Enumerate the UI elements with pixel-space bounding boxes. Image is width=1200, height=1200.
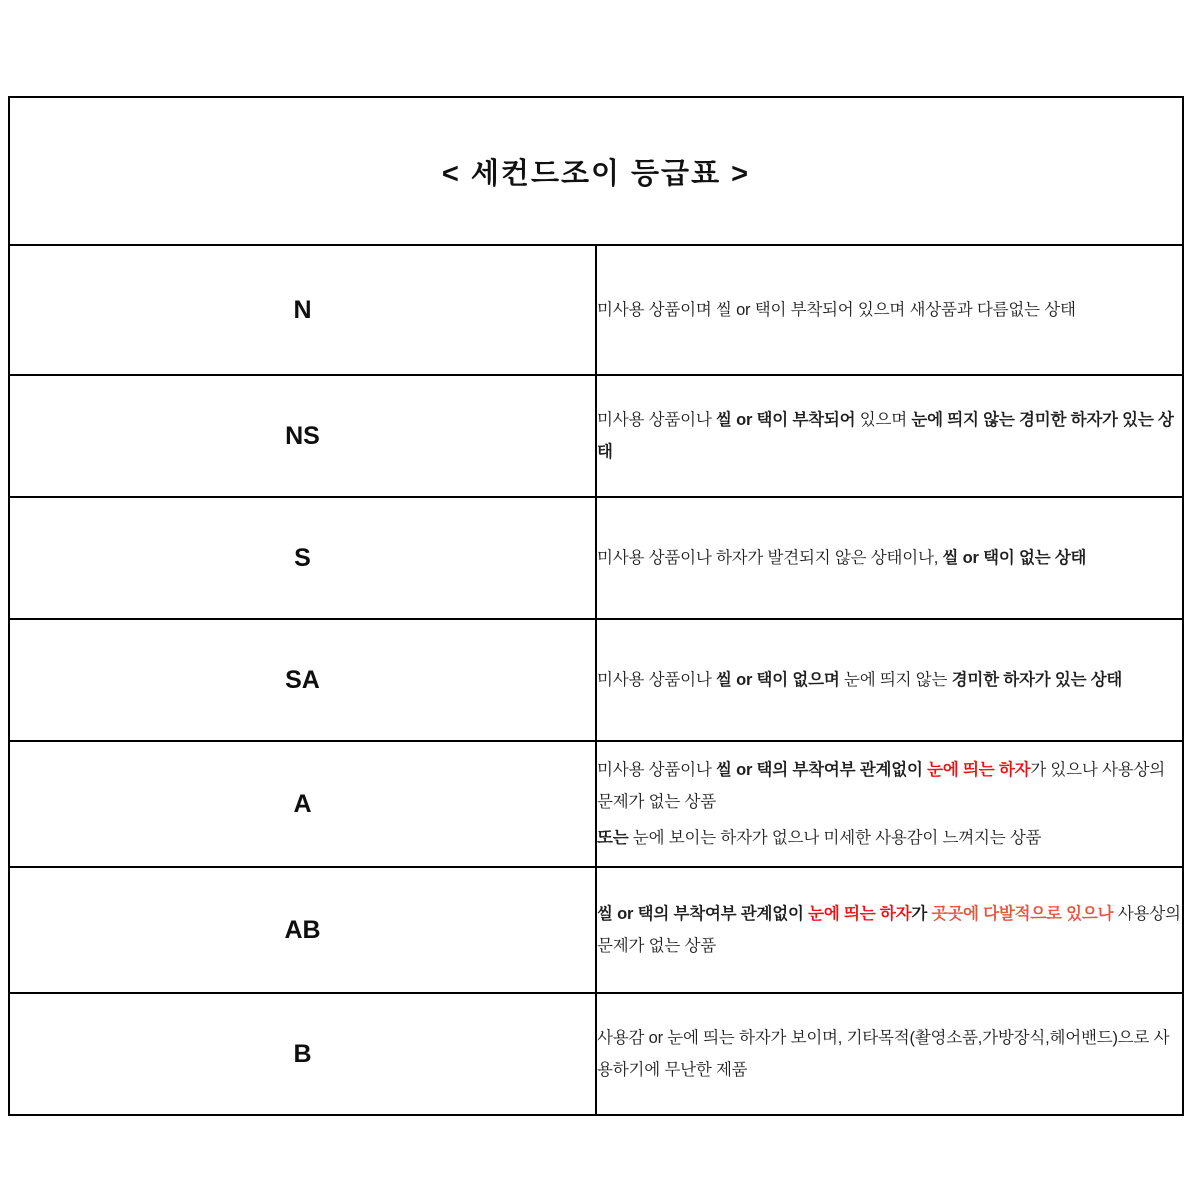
text-span-highlight: 눈에 띄는 하자 xyxy=(927,760,1031,779)
table-title-cell xyxy=(9,97,1183,245)
text-span-highlight: 눈에 띄는 하자 xyxy=(808,904,912,923)
grade-table xyxy=(8,96,1184,1116)
text-span-bold: 또는 xyxy=(597,829,629,848)
grade-description-a xyxy=(596,741,1183,867)
text-span-bold: 씰 or 택의 부착여부 관계없이 xyxy=(715,760,928,779)
text-span: 사용감 or 눈에 띄는 하자가 보이며, 기타목적(촬영소품,가방장식,헤어밴드)으로 사용하기에 무난한 제품 xyxy=(597,1028,1170,1079)
text-span-bold: 씰 or 택의 부착여부 관계없이 xyxy=(597,904,809,923)
text-span: 눈에 띄지 않는 xyxy=(839,670,952,689)
grade-label-a: A xyxy=(9,741,596,867)
grade-label-ns: NS xyxy=(9,375,596,497)
text-span-bold: 씰 or 택이 없는 상태 xyxy=(942,548,1087,567)
grade-description-sa xyxy=(596,619,1183,741)
grade-table-body xyxy=(9,97,1183,1115)
grade-description-s xyxy=(596,497,1183,619)
table-title-row xyxy=(9,97,1183,245)
description-line xyxy=(597,664,1182,696)
text-span-bold: 가 xyxy=(911,904,932,923)
table-row xyxy=(9,375,1183,497)
page-title: < 세컨드조이 등급표 > xyxy=(441,157,751,190)
grade-description-ab xyxy=(596,867,1183,993)
grade-description-n xyxy=(596,245,1183,375)
grade-label-n: N xyxy=(9,245,596,375)
text-span: 미사용 상품이나 xyxy=(597,760,716,779)
text-span-bold: 씰 or 택이 부착되어 xyxy=(715,410,856,429)
description-line xyxy=(597,404,1182,468)
table-row xyxy=(9,497,1183,619)
table-row xyxy=(9,245,1183,375)
text-span: 미사용 상품이나 xyxy=(597,410,716,429)
text-span: 미사용 상품이나 xyxy=(597,670,716,689)
text-span: 있으며 xyxy=(855,410,912,429)
description-line xyxy=(597,542,1182,574)
description-line xyxy=(597,754,1182,818)
description-line xyxy=(597,294,1182,326)
text-span-bold: 씰 or 택이 없으며 xyxy=(715,670,840,689)
grade-label-b: B xyxy=(9,993,596,1115)
text-span: 가 있으나 사용상의 문제가 없는 상품 xyxy=(597,760,1165,811)
text-span-bold: 경미한 하자가 있는 상태 xyxy=(951,670,1123,689)
text-span-bold: 눈에 띄지 않는 경미한 하자가 있는 상태 xyxy=(597,410,1174,461)
table-row xyxy=(9,993,1183,1115)
text-span: 눈에 보이는 하자가 없으나 미세한 사용감이 느껴지는 상품 xyxy=(628,829,1042,848)
grade-label-s: S xyxy=(9,497,596,619)
table-row xyxy=(9,867,1183,993)
grade-description-b xyxy=(596,993,1183,1115)
grade-label-ab: AB xyxy=(9,867,596,993)
description-line xyxy=(597,822,1182,854)
grade-table-sheet xyxy=(8,96,1184,1116)
text-span: 사용상의 문제가 없는 상품 xyxy=(597,904,1181,955)
table-row xyxy=(9,741,1183,867)
grade-label-sa: SA xyxy=(9,619,596,741)
text-span-highlight-soft: 곳곳에 다발적으로 있으나 xyxy=(931,904,1114,923)
description-line xyxy=(597,898,1182,962)
table-row xyxy=(9,619,1183,741)
text-span: 미사용 상품이며 씰 or 택이 부착되어 있으며 새상품과 다름없는 상태 xyxy=(597,300,1076,319)
grade-description-ns xyxy=(596,375,1183,497)
description-line xyxy=(597,1022,1182,1086)
text-span: 미사용 상품이나 하자가 발견되지 않은 상태이나, xyxy=(597,548,943,567)
